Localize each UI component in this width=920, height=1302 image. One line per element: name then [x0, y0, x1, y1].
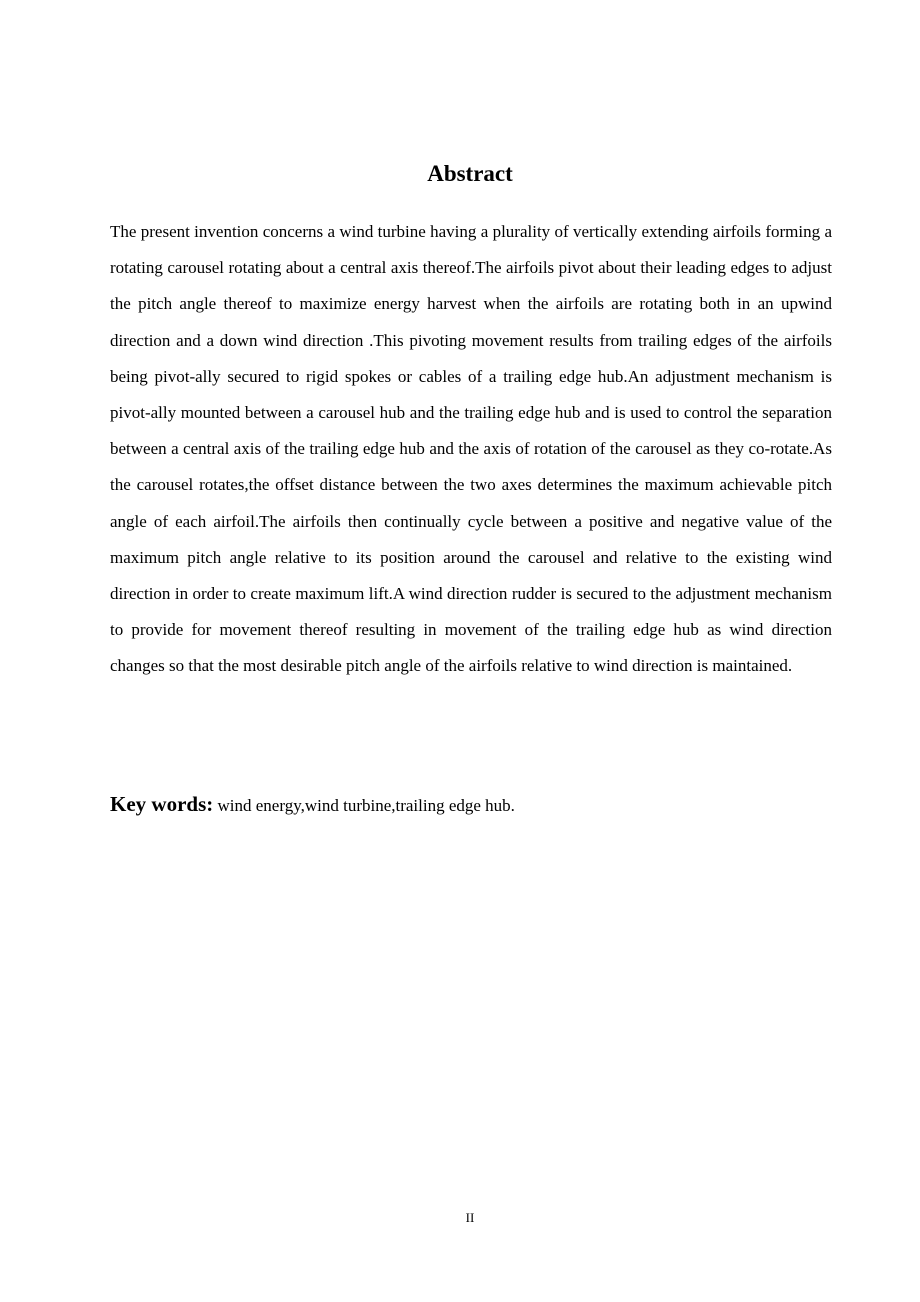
page-number: II: [465, 1210, 475, 1225]
abstract-body: The present invention concerns a wind turbine having a plurality of vertically extending airfoils forming a rotating carousel rotating about a central axis thereof.The airfoils pivot about their leading edges to adjust the pitch angle thereof to maximize energy harvest when the airfoils are rotating both in an upwind direction and a down wind direction .This pivoting movement results from trailing edges of the airfoils being pivot-ally secured to rigid spokes or cables of a trailing edge hub.An adjustment mechanism is pivot-ally mounted between a carousel hub and the trailing edge hub and is used to control the separation between a central axis of the trailing edge hub and the axis of rotation of the carousel as they co-rotate.As the carousel rotates,the offset distance between the two axes determines the maximum achievable pitch angle of each airfoil.The airfoils then continually cycle between a positive and negative value of the maximum pitch angle relative to its position around the carousel and relative to the existing wind direction in order to create maximum lift.A wind direction rudder is secured to the adjustment mechanism to provide for movement thereof resulting in movement of the trailing edge hub as wind direction changes so that the most desirable pitch angle of the airfoils relative to wind direction is maintained.: [110, 222, 832, 676]
keywords-text: wind energy,wind turbine,trailing edge hub.: [213, 796, 515, 815]
keywords-label: Key words:: [110, 792, 214, 816]
abstract-title: Abstract: [427, 161, 513, 186]
keywords-line: [110, 786, 832, 824]
